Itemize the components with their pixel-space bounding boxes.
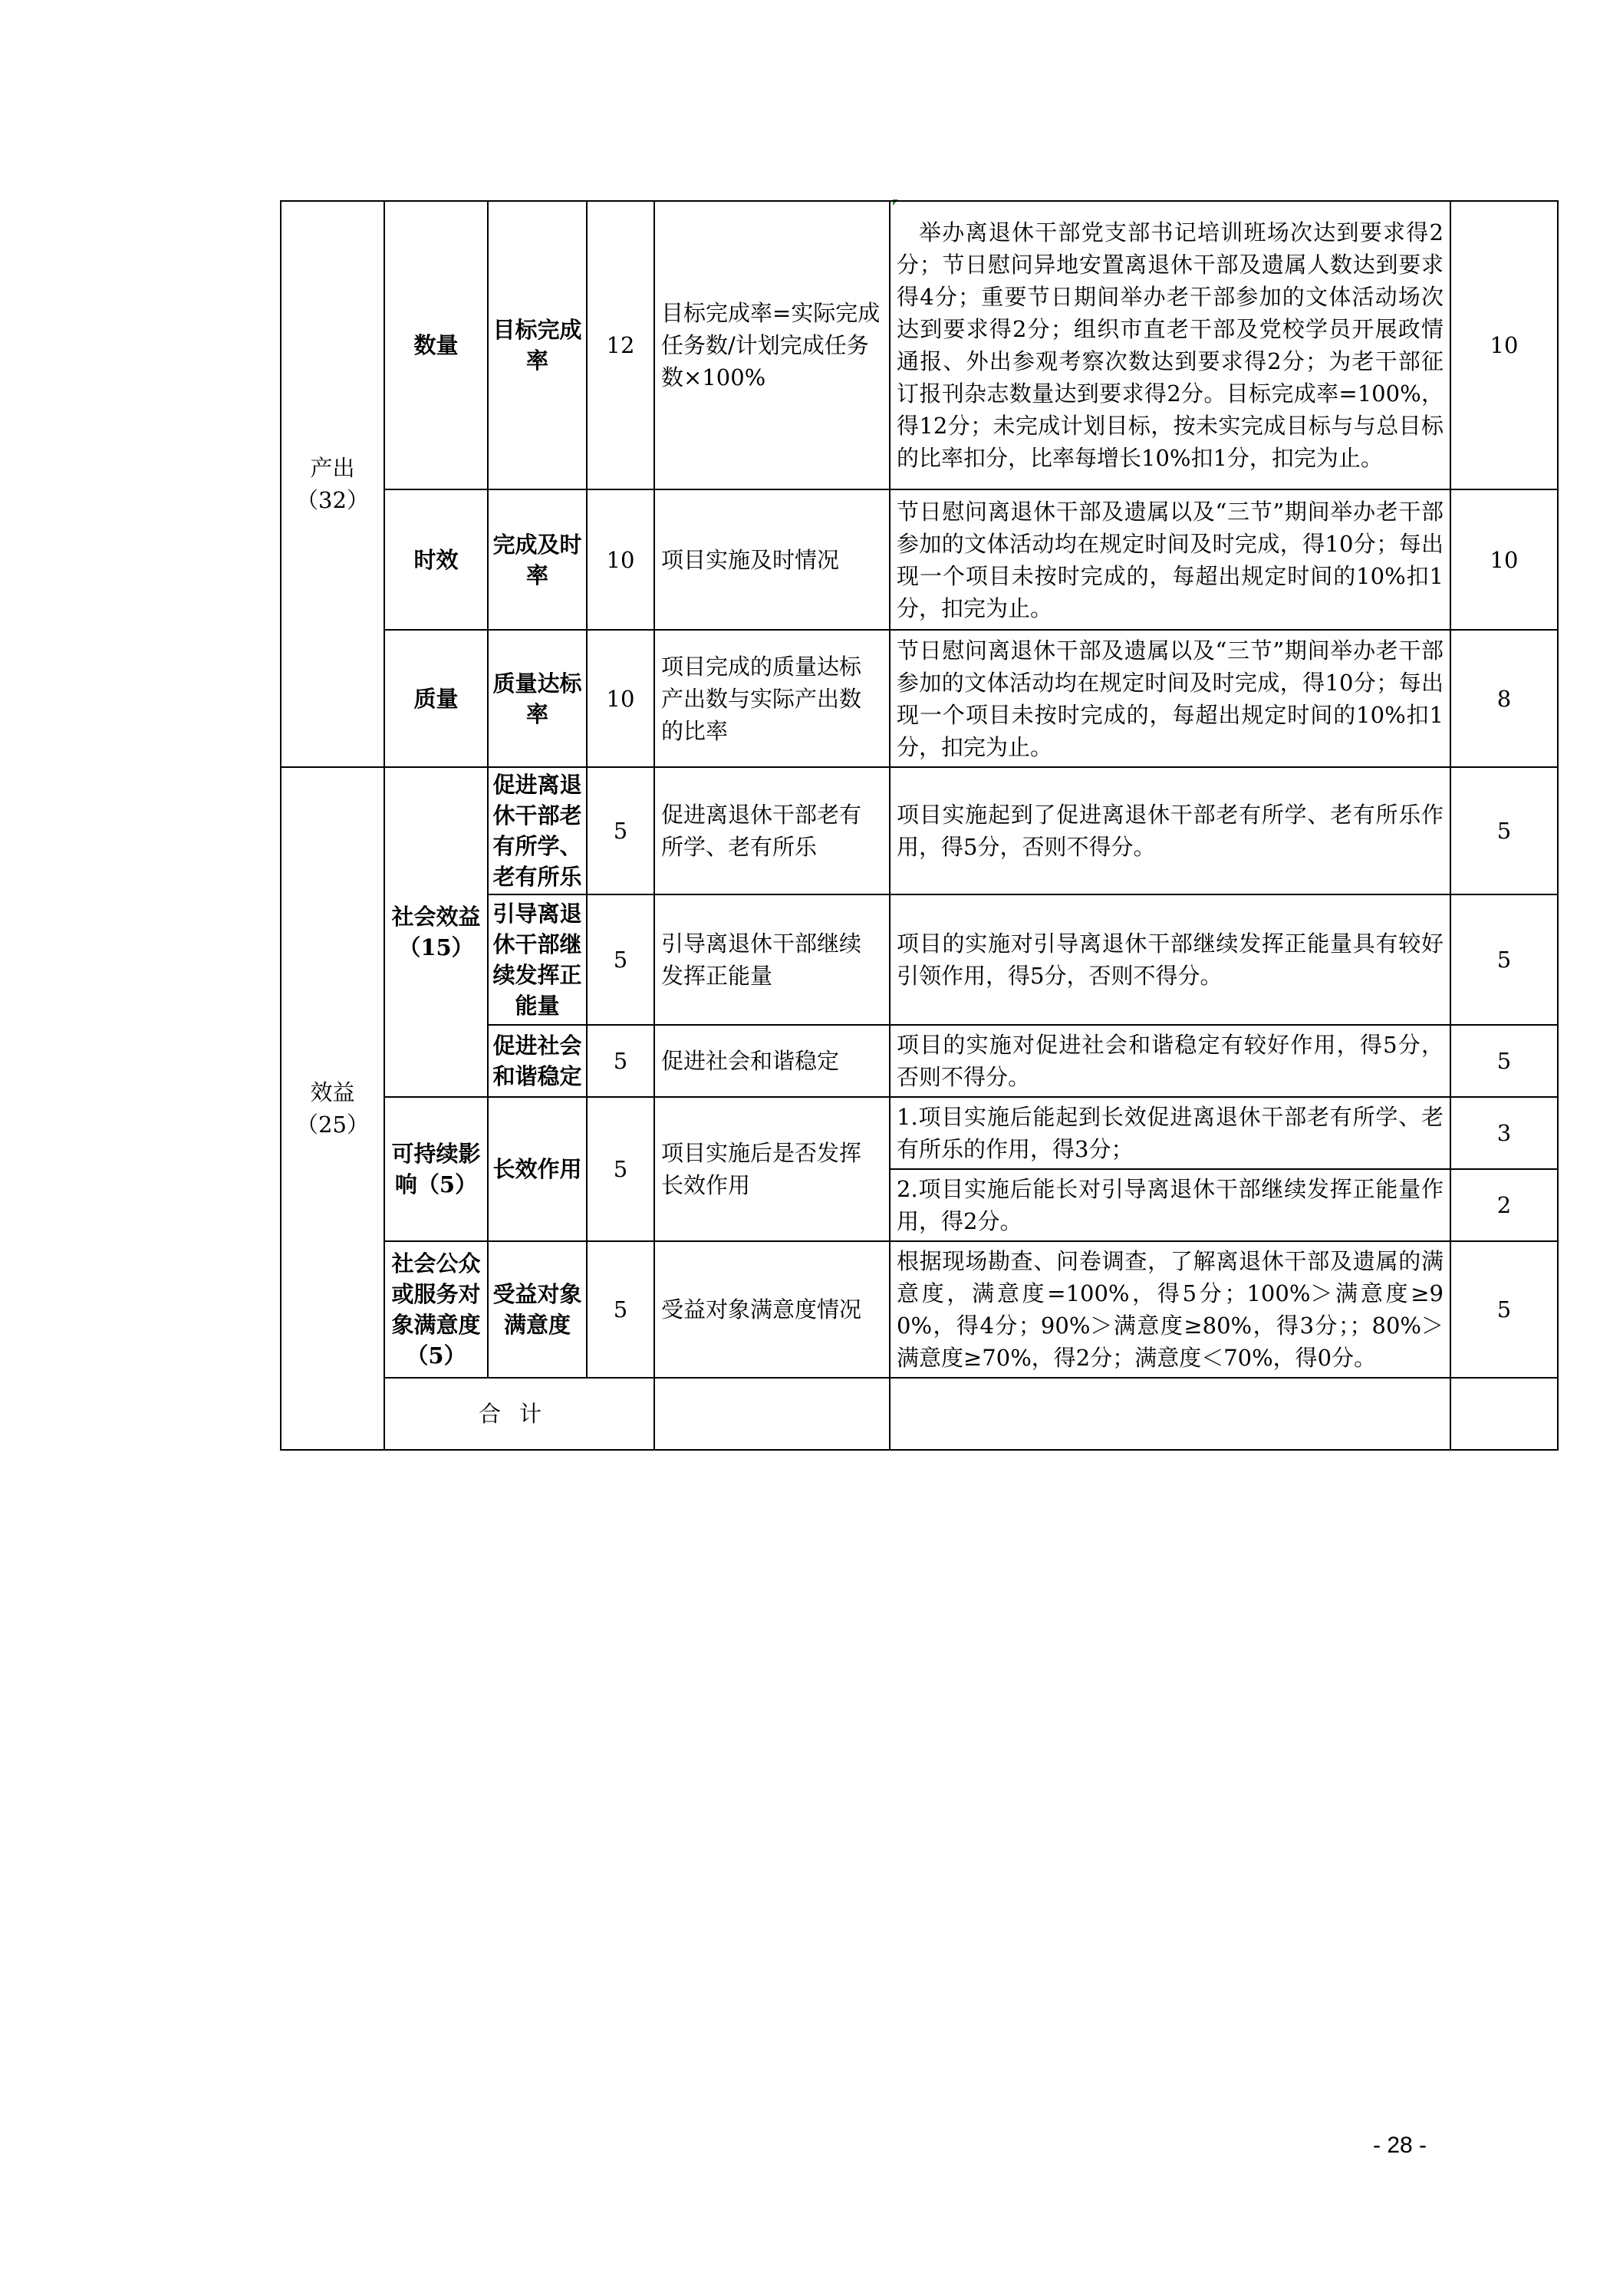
scoring-rules-cell: 项目实施起到了促进离退休干部老有所学、老有所乐作用，得5分，否则不得分。 xyxy=(890,767,1450,894)
scoring-rules-cell: 节日慰问离退休干部及遗属以及“三节”期间举办老干部参加的文体活动均在规定时间及时完成，得10分；每出现一个项目未按时完成的，每超出规定时间的10%扣1分，扣完为止。 xyxy=(890,489,1450,630)
sub-category-satisfaction: 社会公众或服务对象满意度（5） xyxy=(384,1241,488,1378)
weight-cell: 5 xyxy=(587,1097,654,1241)
description-cell: 引导离退休干部继续发挥正能量 xyxy=(654,894,890,1025)
description-cell: 项目实施及时情况 xyxy=(654,489,890,630)
description-cell: 项目完成的质量达标产出数与实际产出数的比率 xyxy=(654,630,890,767)
empty-cell xyxy=(890,1378,1450,1450)
description-cell: 受益对象满意度情况 xyxy=(654,1241,890,1378)
weight-cell: 12 xyxy=(587,201,654,489)
table-row xyxy=(281,767,1558,894)
score-cell: 3 xyxy=(1450,1097,1558,1169)
empty-cell xyxy=(1450,1378,1558,1450)
description-cell: 项目实施后是否发挥长效作用 xyxy=(654,1097,890,1241)
table-row xyxy=(281,1241,1558,1378)
description-cell: 目标完成率=实际完成任务数/计划完成任务数×100% xyxy=(654,201,890,489)
score-cell: 5 xyxy=(1450,1241,1558,1378)
sub-category-sustainable-impact: 可持续影响（5） xyxy=(384,1097,488,1241)
weight-cell: 5 xyxy=(587,767,654,894)
page-number: - 28 - xyxy=(1373,2133,1427,2158)
sub-category-social-benefit: 社会效益（15） xyxy=(384,767,488,1097)
score-cell: 5 xyxy=(1450,767,1558,894)
category-benefit: 效益 （25） xyxy=(281,767,384,1450)
scoring-rules-cell: 项目的实施对促进社会和谐稳定有较好作用，得5分，否则不得分。 xyxy=(890,1025,1450,1097)
indicator-cell: 受益对象满意度 xyxy=(488,1241,587,1378)
category-output: 产出 （32） xyxy=(281,201,384,767)
scoring-rules-cell: 2.项目实施后能长对引导离退休干部继续发挥正能量作用，得2分。 xyxy=(890,1169,1450,1241)
scoring-rules-cell: 节日慰问离退休干部及遗属以及“三节”期间举办老干部参加的文体活动均在规定时间及时完成，得10分；每出现一个项目未按时完成的，每超出规定时间的10%扣1分，扣完为止。 xyxy=(890,630,1450,767)
indicator-cell: 目标完成率 xyxy=(488,201,587,489)
score-cell: 5 xyxy=(1450,894,1558,1025)
score-cell: 2 xyxy=(1450,1169,1558,1241)
table-row xyxy=(281,201,1558,489)
indicator-cell: 完成及时率 xyxy=(488,489,587,630)
weight-cell: 5 xyxy=(587,1025,654,1097)
scoring-rules-cell: 举办离退休干部党支部书记培训班场次达到要求得2分；节日慰问异地安置离退休干部及遗属人数达到要求得4分；重要节日期间举办老干部参加的文体活动场次达到要求得2分；组织市直老干部及党校学员开展政情通报、外出参观考察次数达到要求得2分；为老干部征订报刊杂志数量达到要求得2分。目标完成率=100%，得12分；未完成计划目标，按未实完成目标与与总目标的比率扣分，比率每增长10%扣1分，扣完为止。 xyxy=(890,201,1450,489)
description-cell: 促进社会和谐稳定 xyxy=(654,1025,890,1097)
sub-category-quantity: 数量 xyxy=(384,201,488,489)
total-label: 合计 xyxy=(384,1378,654,1450)
indicator-cell: 促进社会和谐稳定 xyxy=(488,1025,587,1097)
indicator-cell: 质量达标率 xyxy=(488,630,587,767)
table-row xyxy=(281,1097,1558,1169)
weight-cell: 10 xyxy=(587,489,654,630)
table-row-total xyxy=(281,1378,1558,1450)
score-cell: 10 xyxy=(1450,489,1558,630)
score-cell: 5 xyxy=(1450,1025,1558,1097)
scoring-rules-cell: 1.项目实施后能起到长效促进离退休干部老有所学、老有所乐的作用，得3分； xyxy=(890,1097,1450,1169)
sub-category-timeliness: 时效 xyxy=(384,489,488,630)
description-cell: 促进离退休干部老有所学、老有所乐 xyxy=(654,767,890,894)
scoring-rules-cell: 项目的实施对引导离退休干部继续发挥正能量具有较好引领作用，得5分，否则不得分。 xyxy=(890,894,1450,1025)
weight-cell: 5 xyxy=(587,1241,654,1378)
sub-category-quality: 质量 xyxy=(384,630,488,767)
weight-cell: 5 xyxy=(587,894,654,1025)
indicator-cell: 长效作用 xyxy=(488,1097,587,1241)
score-cell: 8 xyxy=(1450,630,1558,767)
performance-evaluation-table xyxy=(280,200,1557,1451)
scoring-rules-cell: 根据现场勘查、问卷调查，了解离退休干部及遗属的满意度，满意度=100%，得5分；100%＞满意度≥90%，得4分；90%＞满意度≥80%，得3分；；80%＞满意度≥70%，得2分；满意度＜70%，得0分。 xyxy=(890,1241,1450,1378)
table-row xyxy=(281,489,1558,630)
table-row xyxy=(281,630,1558,767)
empty-cell xyxy=(654,1378,890,1450)
indicator-cell: 促进离退休干部老有所学、老有所乐 xyxy=(488,767,587,894)
score-cell: 10 xyxy=(1450,201,1558,489)
weight-cell: 10 xyxy=(587,630,654,767)
indicator-cell: 引导离退休干部继续发挥正能量 xyxy=(488,894,587,1025)
